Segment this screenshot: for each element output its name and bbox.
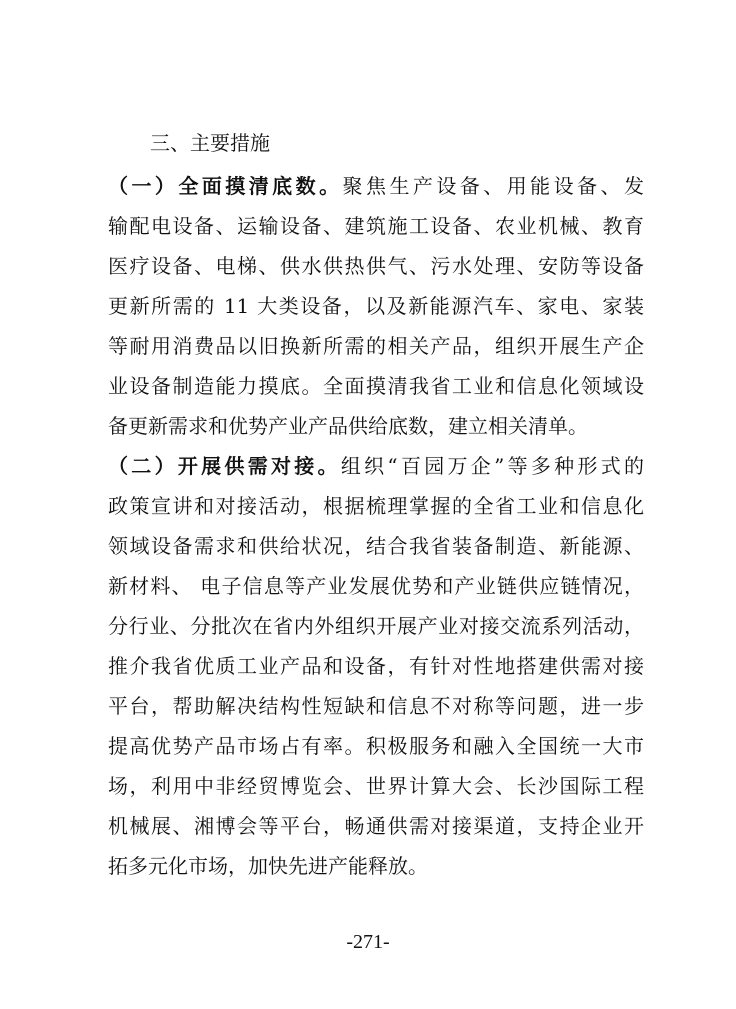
paragraph-matching xyxy=(108,446,644,886)
paragraph-line: 备更新需求和优势产业产品供给底数，建立相关清单。 xyxy=(108,414,588,438)
paragraph-line: 机械展、湘博会等平台，畅通供需对接渠道，支持企业开 xyxy=(108,814,644,838)
paragraph-line: 聚焦生产设备、用能设备、发 xyxy=(342,174,645,198)
paragraph-line: 业设备制造能力摸底。全面摸清我省工业和信息化领域设 xyxy=(108,374,644,398)
section-heading: 三、主要措施 xyxy=(150,131,270,155)
paragraph-line: 拓多元化市场，加快先进产能释放。 xyxy=(108,854,428,878)
paragraph-line: 推介我省优质工业产品和设备，有针对性地搭建供需对接 xyxy=(108,654,644,678)
paragraph-line: 平台，帮助解决结构性短缺和信息不对称等问题，进一步 xyxy=(108,694,644,718)
paragraph-line: 更新所需的 11 大类设备，以及新能源汽车、家电、家装 xyxy=(108,294,644,318)
paragraph-line: 提高优势产品市场占有率。积极服务和融入全国统一大市 xyxy=(108,734,644,758)
paragraph-line: 分行业、分批次在省内外组织开展产业对接交流系列活动， xyxy=(108,614,644,638)
paragraph-line: 政策宣讲和对接活动，根据梳理掌握的全省工业和信息化 xyxy=(108,494,644,518)
paragraph-lead: （一）全面摸清底数。 xyxy=(108,174,343,198)
paragraph-line: 输配电设备、运输设备、建筑施工设备、农业机械、教育 xyxy=(108,214,644,238)
paragraph-survey xyxy=(108,166,644,446)
paragraph-first-line xyxy=(108,446,644,486)
paragraph-line: 组织“百园万企”等多种形式的 xyxy=(340,454,645,478)
page-number: -271- xyxy=(346,931,390,953)
paragraph-line: 场，利用中非经贸博览会、世界计算大会、长沙国际工程 xyxy=(108,774,644,798)
paragraph-lead: （二）开展供需对接。 xyxy=(108,454,341,478)
paragraph-first-line xyxy=(108,166,644,206)
paragraph-line: 新材料、 电子信息等产业发展优势和产业链供应链情况， xyxy=(108,574,644,598)
paragraph-line: 等耐用消费品以旧换新所需的相关产品，组织开展生产企 xyxy=(108,334,644,358)
paragraph-line: 医疗设备、电梯、供水供热供气、污水处理、安防等设备 xyxy=(108,254,644,278)
paragraph-line: 领域设备需求和供给状况，结合我省装备制造、新能源、 xyxy=(108,534,644,558)
